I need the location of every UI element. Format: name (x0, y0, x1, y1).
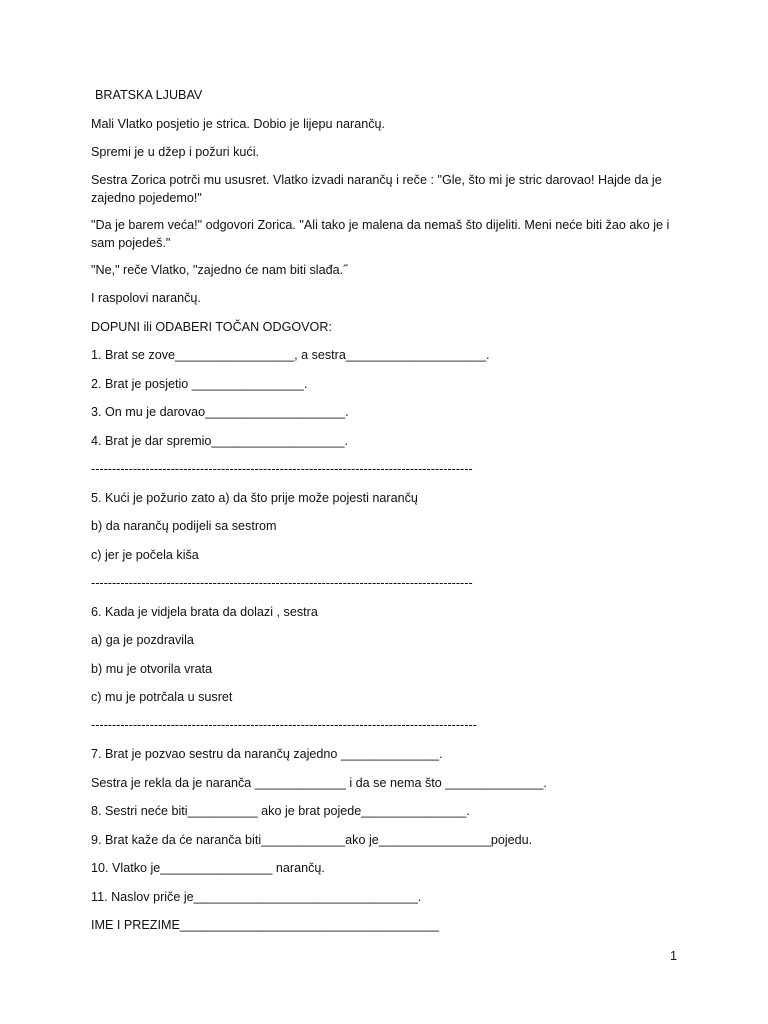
story-paragraph: "Da je barem veća!" odgovori Zorica. "Ali tako je malena da nemaš što dijeliti. Meni neće biti žao ako je i sam pojedeš." (91, 218, 670, 250)
question-line: 10. Vlatko je________________ narančų. (91, 861, 325, 875)
story-paragraph: I raspolovi narančų. (91, 291, 201, 305)
answer-option: c) mu je potrčala u susret (91, 690, 233, 704)
question-line: 11. Naslov priče je________________________________. (91, 890, 422, 904)
divider-line: ------------------------------------------------------------------------------------------- (91, 576, 473, 590)
question-line: 7. Brat je pozvao sestru da narančų zajedno ______________. (91, 747, 443, 761)
question-line: 3. On mu je darovao____________________. (91, 405, 349, 419)
name-field-line: IME I PREZIME_____________________________________ (91, 918, 440, 932)
instructions-heading: DOPUNI ili ODABERI TOČAN ODGOVOR: (91, 320, 332, 334)
question-line: 5. Kući je požurio zato a) da što prije može pojesti narančų (91, 491, 418, 505)
page-number: 1 (670, 949, 678, 963)
question-line: 8. Sestri neće biti__________ ako je brat pojede_______________. (91, 804, 470, 818)
question-line: 1. Brat se zove_________________, a sestra____________________. (91, 348, 490, 362)
answer-option: b) da narančų podijeli sa sestrom (91, 519, 277, 533)
story-paragraph: "Ne," reče Vlatko, "zajedno će nam biti slađa.˝ (91, 263, 348, 277)
answer-option: a) ga je pozdravila (91, 633, 194, 647)
story-paragraph: Mali Vlatko posjetio je strica. Dobio je lijepu narančų. (91, 117, 386, 131)
page-title: BRATSKA LJUBAV (95, 88, 203, 102)
question-line: 4. Brat je dar spremio___________________. (91, 434, 348, 448)
divider-line: -------------------------------------------------------------------------------------------- (91, 718, 477, 732)
answer-option: b) mu je otvorila vrata (91, 662, 213, 676)
question-line: 6. Kada je vidjela brata da dolazi , sestra (91, 605, 318, 619)
answer-option: c) jer je počela kiša (91, 548, 199, 562)
question-line: 9. Brat kaže da će naranča biti____________ako je________________pojedu. (91, 833, 533, 847)
story-paragraph: Spremi je u džep i požuri kući. (91, 145, 259, 159)
story-paragraph: Sestra Zorica potrči mu ususret. Vlatko izvadi narančų i reče : "Gle, što mi je stric darovao! Hajde da je zajedno pojedemo!" (91, 173, 662, 205)
question-line: Sestra je rekla da je naranča _____________ i da se nema što ______________. (91, 776, 547, 790)
question-line: 2. Brat je posjetio ________________. (91, 377, 308, 391)
divider-line: ------------------------------------------------------------------------------------------- (91, 462, 473, 476)
